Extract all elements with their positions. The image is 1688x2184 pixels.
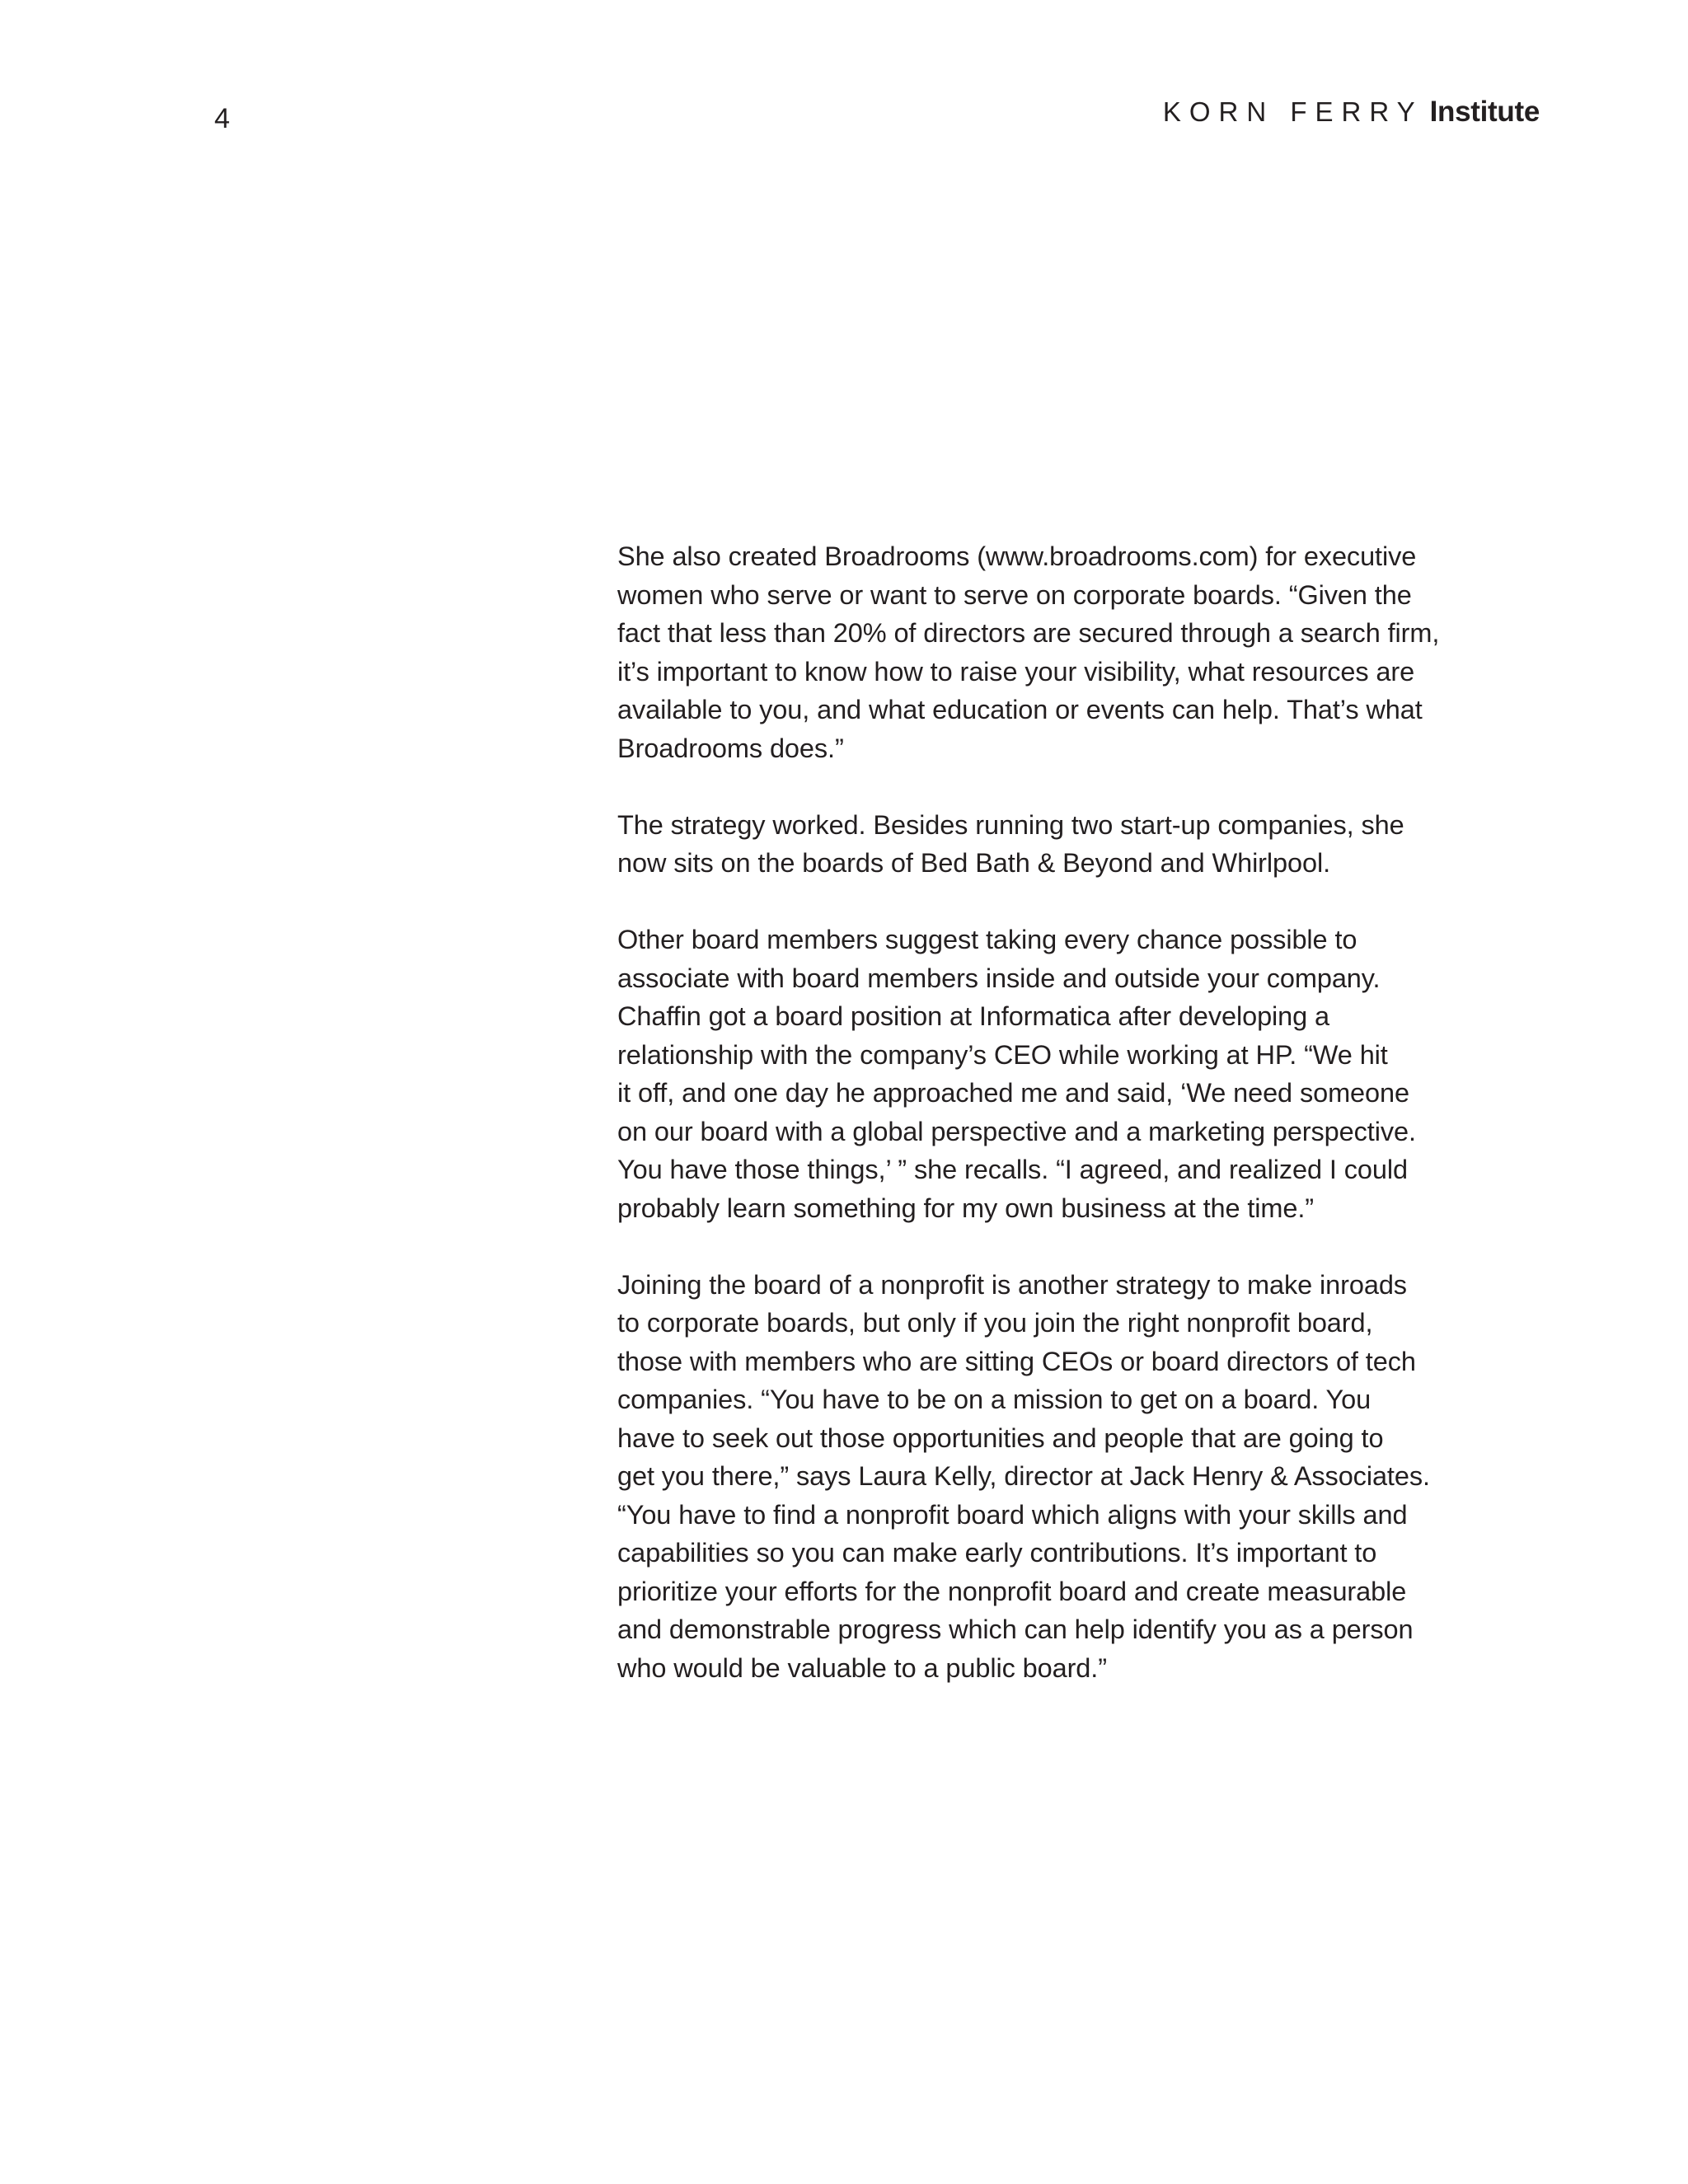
paragraph	[617, 921, 1582, 1227]
paragraph	[617, 806, 1582, 883]
text-line: women who serve or want to serve on corporate boards. “Given the	[617, 579, 1412, 610]
text-line: The strategy worked. Besides running two start-up companies, she	[617, 809, 1404, 840]
text-line: those with members who are sitting CEOs or board directors of tech	[617, 1346, 1416, 1376]
text-line: fact that less than 20% of directors are secured through a search firm,	[617, 618, 1440, 648]
text-line: who would be valuable to a public board.”	[617, 1652, 1107, 1683]
text-line: it’s important to know how to raise your visibility, what resources are	[617, 656, 1415, 687]
text-line: Broadrooms does.”	[617, 733, 844, 763]
brand-name: KORN FERRY	[1162, 96, 1423, 127]
text-line: She also created Broadrooms (www.broadrooms.com) for executive	[617, 541, 1417, 571]
paragraph	[617, 1266, 1582, 1688]
text-line: prioritize your efforts for the nonprofit board and create measurable	[617, 1576, 1407, 1606]
text-line: available to you, and what education or events can help. That’s what	[617, 695, 1423, 724]
text-line: to corporate boards, but only if you join the right nonprofit board,	[617, 1308, 1373, 1338]
text-line: have to seek out those opportunities and people that are going to	[617, 1422, 1384, 1453]
text-line: “You have to find a nonprofit board which aligns with your skills and	[617, 1499, 1408, 1530]
text-line: Other board members suggest taking every chance possible to	[617, 925, 1357, 954]
text-line: You have those things,’ ” she recalls. “I agreed, and realized I could	[617, 1155, 1408, 1184]
brand-logo	[1163, 96, 1540, 129]
text-line: on our board with a global perspective and a marketing perspective.	[617, 1116, 1416, 1146]
text-line: get you there,” says Laura Kelly, director at Jack Henry & Associates.	[617, 1461, 1430, 1491]
text-line: it off, and one day he approached me and said, ‘We need someone	[617, 1078, 1409, 1108]
text-line: associate with board members inside and outside your company.	[617, 963, 1381, 993]
text-line: probably learn something for my own business at the time.”	[617, 1193, 1315, 1223]
text-line: Joining the board of a nonprofit is another strategy to make inroads	[617, 1269, 1407, 1300]
text-line: and demonstrable progress which can help identify you as a person	[617, 1615, 1414, 1644]
text-line: companies. “You have to be on a mission to get on a board. You	[617, 1385, 1372, 1414]
text-line: capabilities so you can make early contributions. It’s important to	[617, 1538, 1377, 1568]
text-line: Chaffin got a board position at Informatica after developing a	[617, 1001, 1330, 1031]
paragraph	[617, 537, 1582, 767]
text-line: relationship with the company’s CEO while working at HP. “We hit	[617, 1039, 1388, 1070]
article-body	[617, 537, 1582, 1726]
text-line: now sits on the boards of Bed Bath & Beyond and Whirlpool.	[617, 848, 1331, 878]
page-number: 4	[214, 103, 230, 134]
brand-sub: Institute	[1429, 96, 1540, 128]
